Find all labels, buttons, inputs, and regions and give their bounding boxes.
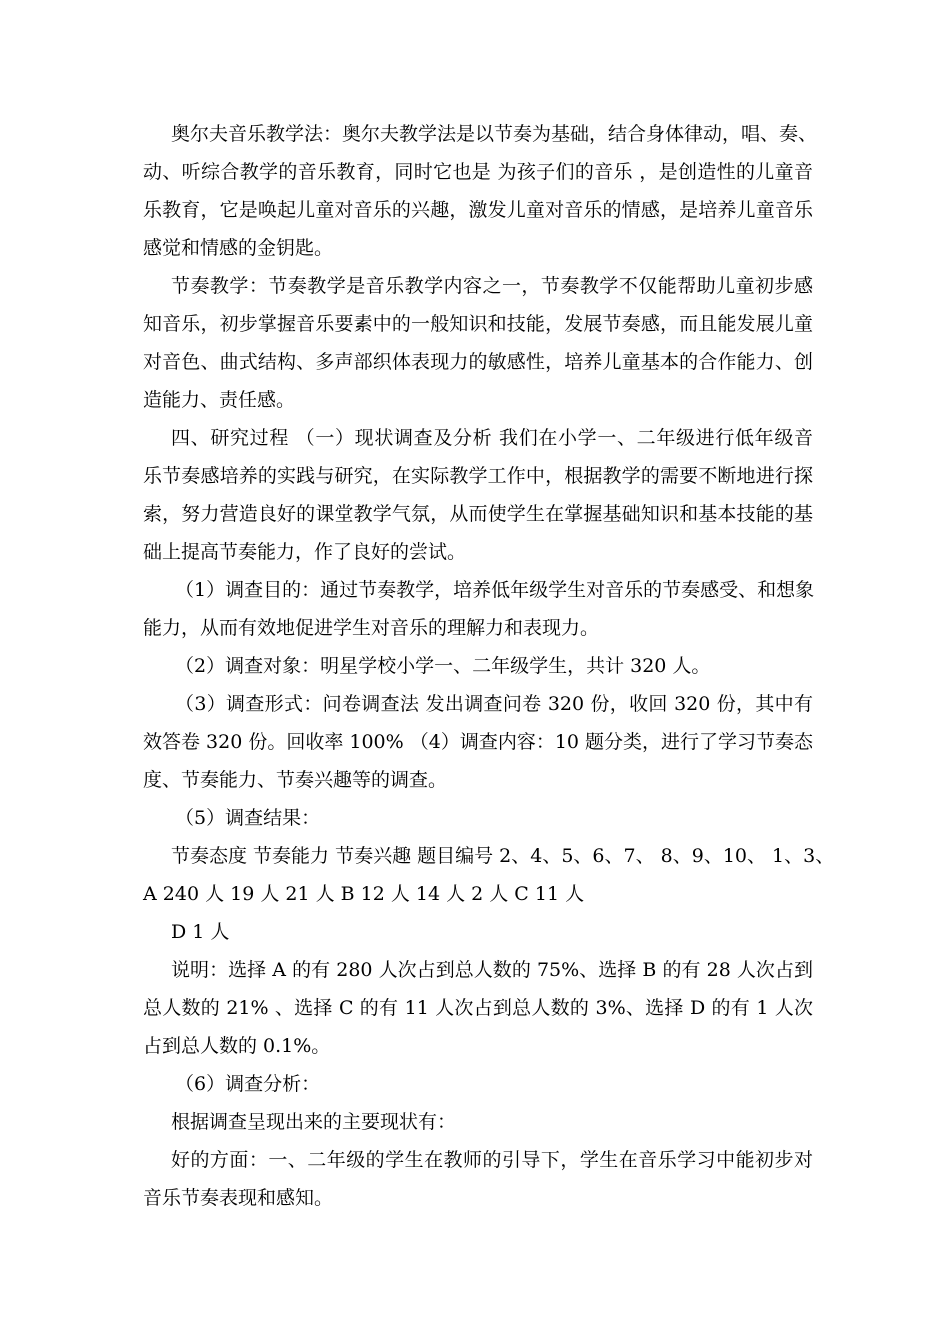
survey-form-line-2: 效答卷 320 份。回收率 100% （4）调查内容：10 题分类，进行了学习节奏态 xyxy=(143,731,814,753)
paragraph-orff-line-3: 乐教育，它是唤起儿童对音乐的兴趣，激发儿童对音乐的情感，是培养儿童音乐 xyxy=(143,199,813,221)
survey-results-line-3: D 1 人 xyxy=(171,921,230,943)
survey-results-line-1: 节奏态度 节奏能力 节奏兴趣 题目编号 2、4、5、6、7、 8、9、10、 1、3、 xyxy=(171,845,835,867)
paragraph-rhythm-line-4: 造能力、责任感。 xyxy=(143,389,296,411)
explanation-line-1: 说明：选择 A 的有 280 人次占到总人数的 75%、选择 B 的有 28 人次占到 xyxy=(171,959,813,981)
explanation-line-2: 总人数的 21% 、选择 C 的有 11 人次占到总人数的 3%、选择 D 的有 1 人次 xyxy=(143,997,813,1019)
analysis-intro: 根据调查呈现出来的主要现状有： xyxy=(171,1111,457,1133)
paragraph-research-line-1: 四、研究过程 （一）现状调查及分析 我们在小学一、二年级进行低年级音 xyxy=(171,427,813,449)
paragraph-rhythm-line-3: 对音色、曲式结构、多声部织体表现力的敏感性，培养儿童基本的合作能力、创 xyxy=(143,351,813,373)
survey-results-line-2: A 240 人 19 人 21 人 B 12 人 14 人 2 人 C 11 人 xyxy=(143,883,585,905)
explanation-line-3: 占到总人数的 0.1%。 xyxy=(143,1035,331,1057)
paragraph-orff-line-4: 感觉和情感的金钥匙。 xyxy=(143,237,334,259)
survey-purpose-line-2: 能力，从而有效地促进学生对音乐的理解力和表现力。 xyxy=(143,617,600,639)
paragraph-rhythm-line-1: 节奏教学：节奏教学是音乐教学内容之一，节奏教学不仅能帮助儿童初步感 xyxy=(171,275,813,297)
survey-results-heading: （5）调查结果： xyxy=(175,807,321,829)
paragraph-orff-line-2: 动、听综合教学的音乐教育，同时它也是 为孩子们的音乐 ，是创造性的儿童音 xyxy=(143,161,813,183)
analysis-positive-line-1: 好的方面：一、二年级的学生在教师的引导下，学生在音乐学习中能初步对 xyxy=(171,1149,813,1171)
survey-purpose-line-1: （1）调查目的：通过节奏教学，培养低年级学生对音乐的节奏感受、和想象 xyxy=(175,579,815,601)
survey-form-line-1: （3）调查形式：问卷调查法 发出调查问卷 320 份，收回 320 份，其中有 xyxy=(175,693,813,715)
analysis-positive-line-2: 音乐节奏表现和感知。 xyxy=(143,1187,334,1209)
paragraph-research-line-4: 础上提高节奏能力，作了良好的尝试。 xyxy=(143,541,467,563)
survey-form-line-3: 度、节奏能力、节奏兴趣等的调查。 xyxy=(143,769,448,791)
paragraph-research-line-3: 索，努力营造良好的课堂教学气氛，从而使学生在掌握基础知识和基本技能的基 xyxy=(143,503,813,525)
survey-analysis-heading: （6）调查分析： xyxy=(175,1073,321,1095)
survey-subjects: （2）调查对象：明星学校小学一、二年级学生，共计 320 人。 xyxy=(175,655,711,677)
paragraph-rhythm-line-2: 知音乐，初步掌握音乐要素中的一般知识和技能，发展节奏感，而且能发展儿童 xyxy=(143,313,813,335)
paragraph-orff-line-1: 奥尔夫音乐教学法：奥尔夫教学法是以节奏为基础，结合身体律动，唱、奏、 xyxy=(171,123,818,145)
paragraph-research-line-2: 乐节奏感培养的实践与研究，在实际教学工作中，根据教学的需要不断地进行探 xyxy=(143,465,813,487)
